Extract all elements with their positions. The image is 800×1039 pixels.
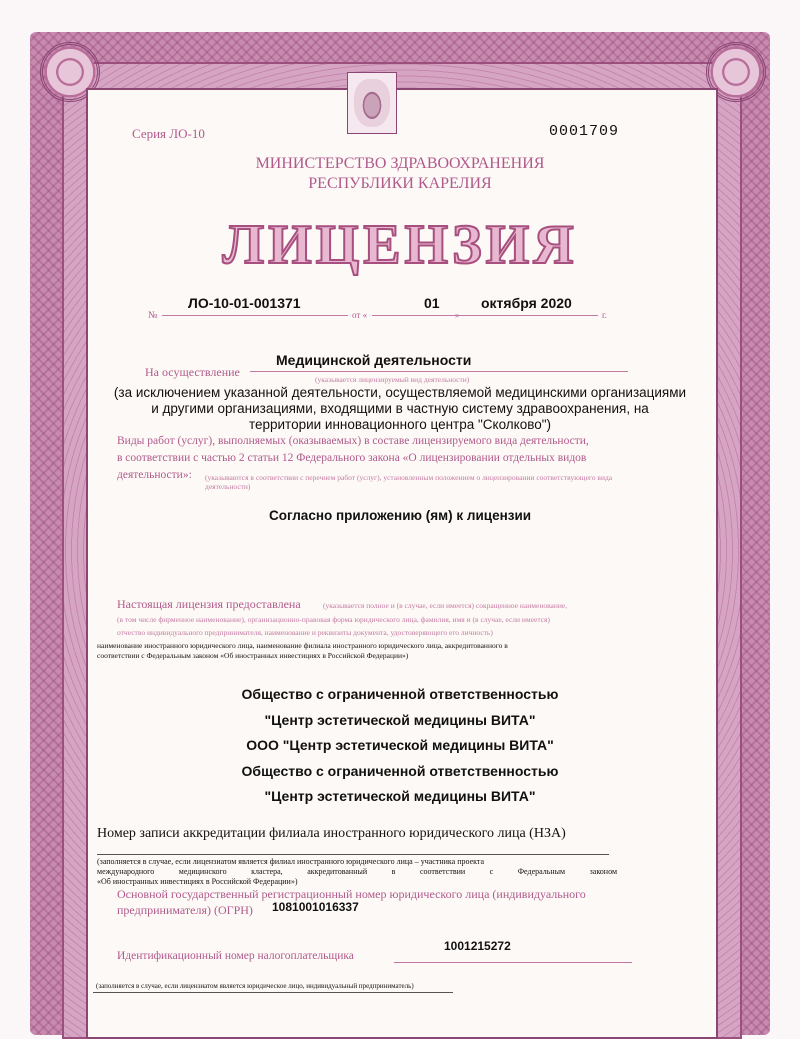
activity-label: На осуществление [145, 365, 240, 379]
ogrn-label: Основной государственный регистрационный номер юридического лица (индивидуального предпринимателя) (ОГРН) [117, 887, 586, 917]
date-from-label: от « [352, 310, 368, 320]
nza-label: Номер записи аккредитации филиала иностранного юридического лица (НЗА) [97, 826, 566, 841]
form-number: 0001709 [549, 123, 620, 140]
ministry-name-line1: МИНИСТЕРСТВО ЗДРАВООХРАНЕНИЯ [255, 155, 545, 172]
licensee-name: Общество с ограниченной ответственностью "Центр эстетической медицины ВИТА" ООО "Центр эстетической медицины ВИТА" Общество с ограниченной ответственностью "Центр эстетической медицины ВИТА" [241, 686, 559, 804]
license-number: ЛО-10-01-001371 [188, 295, 301, 311]
license-month-year: октября 2020 [481, 295, 572, 311]
coat-of-arms-icon [347, 72, 397, 134]
document-title: ЛИЦЕНЗИЯ [222, 214, 578, 276]
inn-label: Идентификационный номер налогоплательщика [117, 950, 354, 962]
activity-exclusion: (за исключением указанной деятельности, осуществляемой медицинскими организациями и другими организациями, входящими в частную систему здравоохранения, на территории инновационного центра "Сколково") [113, 385, 687, 432]
license-number-label: № [148, 310, 158, 321]
granted-label: Настоящая лицензия предоставлена [117, 597, 301, 611]
foreign-entity-hint: наименование иностранного юридического лица, наименование филиала иностранного юридического лица, аккредитованного в соответствии с Федеральным законом «Об иностранных инвестициях в Российской Федерации») [97, 641, 508, 660]
works-types-label: Виды работ (услуг), выполняемых (оказываемых) в составе лицензируемого вида деятельности, в соответствии с частью 2 статьи 12 Федерального закона «О лицензировании отдельных видов деятельности»: [117, 435, 589, 481]
inn-hint: (заполняется в случае, если лицензиатом является юридическое лицо, индивидуальный предприниматель) [96, 982, 414, 990]
appendix-note: Согласно приложению (ям) к лицензии [268, 508, 532, 523]
activity-value: Медицинской деятельности [276, 352, 472, 368]
nza-hint: (заполняется в случае, если лицензиатом является филиал иностранного юридического лица – участника проекта международного медицинского кластера, аккредитованный в соответствии с Федеральным законом «Об иностранных инвестициях в Российской Федерации») [97, 857, 617, 886]
inn-value: 1001215272 [444, 939, 511, 953]
ogrn-value: 1081001016337 [272, 900, 359, 914]
ministry-name-line2: РЕСПУБЛИКИ КАРЕЛИЯ [308, 175, 492, 192]
license-day: 01 [424, 295, 440, 311]
series-label: Серия ЛО-10 [132, 126, 205, 141]
license-document: Серия ЛО-10 0001709 МИНИСТЕРСТВО ЗДРАВООХРАНЕНИЯ РЕСПУБЛИКИ КАРЕЛИЯ ЛИЦЕНЗИЯ № ЛО-10-01-001371 от « 01 » октября 2020 г. На осуществление Медицинской деятельности (указывается лицензируемый вид деятельности) (за исключением указанной деятельности, осуществляемой медицинскими организациями и другими организациями, входящими в частную систему здравоохранения, на территории инновационного центра "Сколково") Виды работ (услуг), выполняемых (оказываемых) в составе лицензируемого вида деятельности, в соответствии с частью 2 статьи 12 Федерального закона «О лицензировании отдельных видов деятельности»: (указываются в соответствии с перечнем работ (услуг), установленным положением о лицензировании соответствующего вида деятельности) Согласно приложению (ям) к лицензии Настоящая лицензия предоставлена (указывается полное и (в случае, если имеется) сокращенное наименование, (в том числе фирменное наименование), организационно-правовая форма юридического лица, фамилия, имя и (в случае, если имеется) отчество индивидуального предпринимателя, наименование и реквизиты документа, удостоверяющего его личность) наименование иностранного юридического лица, наименование филиала иностранного юридического лица, аккредитованного в соответствии с Федеральным законом «Об иностранных инвестициях в Российской Федерации») Общество с ограниченной ответственностью "Центр эстетической медицины ВИТА" ООО "Центр эстетической медицины ВИТА" Общество с ограниченной ответственностью "Центр эстетической медицины ВИТА" Номер записи аккредитации филиала иностранного юридического лица (НЗА) (заполняется в случае, если лицензиатом является филиал иностранного юридического лица – участника проекта международного медицинского кластера, аккредитованный в соответствии с Федеральным законом «Об иностранных инвестициях в Российской Федерации») Основной государственный регистрационный номер юридического лица (индивидуального предпринимателя) (ОГРН) 1081001016337 Идентификационный номер налогоплательщика 1001215272 (заполняется в случае, если лицензиатом является юридическое лицо, индивидуальный предприниматель) [0, 0, 800, 1035]
